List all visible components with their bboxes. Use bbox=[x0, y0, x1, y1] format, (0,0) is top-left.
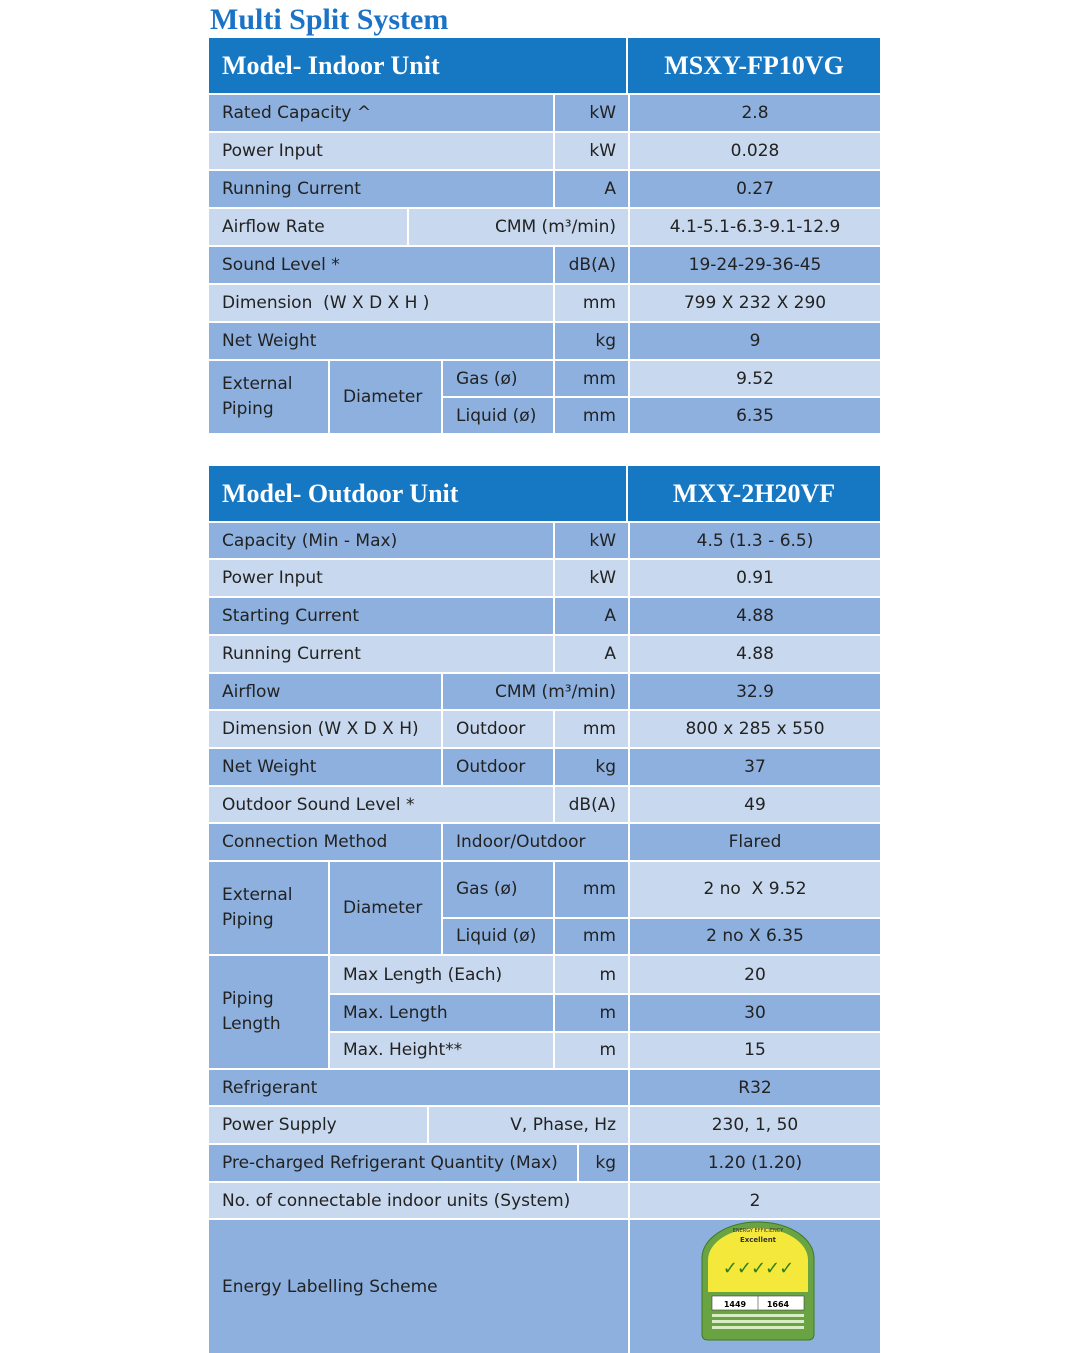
row-unit: mm bbox=[555, 285, 630, 321]
row-value: 2 no X 6.35 bbox=[630, 919, 880, 954]
row-unit: m bbox=[555, 1033, 630, 1068]
indoor-spec-table bbox=[209, 38, 880, 433]
row-unit: CMM (m³/min) bbox=[443, 674, 630, 709]
row-sub-label: Indoor/Outdoor bbox=[443, 824, 630, 860]
table-row bbox=[209, 634, 880, 672]
row-label: Liquid (ø) bbox=[443, 919, 555, 954]
table-row bbox=[443, 862, 880, 917]
row-value: R32 bbox=[630, 1070, 880, 1105]
svg-text:✓✓✓✓✓: ✓✓✓✓✓ bbox=[722, 1258, 794, 1279]
row-value: 0.27 bbox=[630, 171, 880, 207]
row-label: Outdoor Sound Level * bbox=[209, 787, 555, 822]
row-label: Max. Height** bbox=[330, 1033, 555, 1068]
row-label: Airflow bbox=[209, 674, 443, 709]
row-label: Capacity (Min - Max) bbox=[209, 523, 555, 558]
row-value: 230, 1, 50 bbox=[711, 1115, 799, 1135]
table-row bbox=[209, 1181, 880, 1218]
table-row bbox=[209, 1068, 880, 1105]
row-unit: V, Phase, Hz bbox=[429, 1107, 630, 1143]
row-value: 49 bbox=[744, 794, 766, 815]
row-label: Power Supply bbox=[209, 1107, 429, 1143]
row-label: Liquid (ø) bbox=[443, 398, 555, 433]
table-row bbox=[330, 1031, 880, 1068]
row-value: 30 bbox=[630, 995, 880, 1030]
row-unit: A bbox=[555, 171, 630, 207]
row-label: No. of connectable indoor units (System) bbox=[209, 1183, 630, 1218]
row-label: Refrigerant bbox=[209, 1070, 630, 1105]
row-unit: m bbox=[555, 956, 630, 993]
table-row bbox=[209, 709, 880, 747]
row-unit: mm bbox=[555, 361, 630, 396]
energy-rating-text: Excellent bbox=[739, 1236, 777, 1244]
table-row bbox=[209, 93, 880, 131]
row-value: 6.35 bbox=[630, 398, 880, 433]
piping-length-label: Piping Length bbox=[209, 956, 330, 1068]
table-row bbox=[209, 283, 880, 321]
row-label: Max. Length bbox=[330, 995, 555, 1030]
table-row bbox=[209, 672, 880, 709]
row-label: Rated Capacity ^ bbox=[209, 95, 555, 131]
row-unit: kW bbox=[555, 560, 630, 596]
outdoor-header-model: MXY-2H20VF bbox=[672, 478, 836, 508]
row-label: Pre-charged Refrigerant Quantity (Max) bbox=[209, 1145, 579, 1181]
row-value: 9 bbox=[630, 323, 880, 359]
row-value: 2.8 bbox=[630, 95, 880, 131]
row-sub-label: Outdoor bbox=[443, 749, 555, 785]
table-row bbox=[443, 917, 880, 954]
row-unit: A bbox=[555, 598, 630, 634]
outdoor-header-label: Model- Outdoor Unit bbox=[209, 466, 628, 521]
row-value: Flared bbox=[630, 824, 880, 860]
row-value: 4.88 bbox=[736, 644, 774, 664]
row-label: Gas (ø) bbox=[443, 862, 555, 917]
table-row bbox=[209, 321, 880, 359]
row-label: Airflow Rate bbox=[209, 209, 409, 245]
row-unit: kg bbox=[555, 749, 630, 785]
indoor-table-header bbox=[209, 38, 880, 93]
table-row bbox=[443, 396, 880, 433]
row-unit: A bbox=[555, 636, 630, 672]
piping-group-label: External Piping bbox=[209, 862, 330, 954]
table-row bbox=[330, 956, 880, 993]
row-label: Net Weight bbox=[209, 323, 555, 359]
row-unit: kg bbox=[579, 1145, 630, 1181]
svg-text:ENERGY EFFICIENCY: ENERGY EFFICIENCY bbox=[732, 1228, 784, 1234]
row-value: 4.1-5.1-6.3-9.1-12.9 bbox=[669, 217, 841, 237]
table-row bbox=[209, 521, 880, 558]
table-row bbox=[209, 207, 880, 245]
indoor-header-model: MSXY-FP10VG bbox=[664, 50, 844, 80]
row-value: 800 x 285 x 550 bbox=[685, 719, 825, 739]
row-value: 4.5 (1.3 - 6.5) bbox=[630, 523, 880, 558]
row-label: Net Weight bbox=[209, 749, 443, 785]
indoor-header-label: Model- Indoor Unit bbox=[209, 38, 628, 93]
row-label: Starting Current bbox=[209, 598, 555, 634]
row-unit: dB(A) bbox=[555, 787, 630, 822]
external-piping-group bbox=[209, 860, 880, 954]
row-value: 19-24-29-36-45 bbox=[630, 247, 880, 283]
row-value: 9.52 bbox=[630, 361, 880, 396]
row-label: Energy Labelling Scheme bbox=[209, 1220, 630, 1353]
row-label: Dimension (W X D X H) bbox=[209, 711, 443, 747]
row-unit: kW bbox=[555, 133, 630, 169]
energy-number-2: 1664 bbox=[766, 1300, 790, 1309]
table-row bbox=[209, 245, 880, 283]
row-value: 1.20 (1.20) bbox=[630, 1145, 880, 1181]
energy-number-1: 1449 bbox=[723, 1300, 747, 1309]
external-piping-group bbox=[209, 359, 880, 433]
row-unit: mm bbox=[555, 398, 630, 433]
row-unit: m bbox=[555, 995, 630, 1030]
page-title: Multi Split System bbox=[210, 3, 449, 36]
row-label: Gas (ø) bbox=[443, 361, 555, 396]
row-label: Running Current bbox=[209, 171, 555, 207]
table-row bbox=[209, 169, 880, 207]
row-unit: mm bbox=[555, 711, 630, 747]
row-sub-label: Outdoor bbox=[443, 711, 555, 747]
table-row bbox=[209, 747, 880, 785]
row-value: 0.028 bbox=[730, 141, 780, 161]
piping-sub-label: Diameter bbox=[330, 361, 443, 433]
piping-sub-label: Diameter bbox=[330, 862, 443, 954]
table-row bbox=[209, 1143, 880, 1181]
row-label: Power Input bbox=[209, 133, 555, 169]
row-label: Max Length (Each) bbox=[330, 956, 555, 993]
row-unit: mm bbox=[555, 919, 630, 954]
row-label: Connection Method bbox=[209, 824, 443, 860]
row-value: 0.91 bbox=[736, 568, 774, 588]
table-row bbox=[209, 1105, 880, 1143]
table-row bbox=[209, 558, 880, 596]
row-unit: kW bbox=[555, 523, 630, 558]
row-unit: kg bbox=[555, 323, 630, 359]
row-label: Running Current bbox=[209, 636, 555, 672]
row-label: Power Input bbox=[209, 560, 555, 596]
row-value: 37 bbox=[630, 749, 880, 785]
piping-group-label: External Piping bbox=[209, 361, 330, 433]
table-row bbox=[330, 993, 880, 1030]
row-label: Sound Level * bbox=[209, 247, 555, 283]
piping-length-group bbox=[209, 954, 880, 1068]
row-value: 2 bbox=[749, 1190, 761, 1211]
table-row bbox=[443, 361, 880, 396]
row-value: 2 no X 9.52 bbox=[630, 862, 880, 917]
row-unit: kW bbox=[555, 95, 630, 131]
row-value: 799 X 232 X 290 bbox=[683, 293, 827, 313]
row-unit: dB(A) bbox=[555, 247, 630, 283]
table-row bbox=[209, 822, 880, 860]
energy-rating-label-icon bbox=[698, 1218, 818, 1342]
row-value: 32.9 bbox=[630, 674, 880, 709]
row-value: 15 bbox=[630, 1033, 880, 1068]
table-row bbox=[209, 596, 880, 634]
table-row bbox=[209, 131, 880, 169]
row-value: 4.88 bbox=[630, 598, 880, 634]
row-label: Dimension (W X D X H ) bbox=[209, 285, 555, 321]
row-unit: CMM (m³/min) bbox=[409, 209, 630, 245]
row-value: 20 bbox=[630, 956, 880, 993]
row-unit: mm bbox=[555, 862, 630, 917]
outdoor-table-header bbox=[209, 466, 880, 521]
table-row bbox=[209, 785, 880, 822]
